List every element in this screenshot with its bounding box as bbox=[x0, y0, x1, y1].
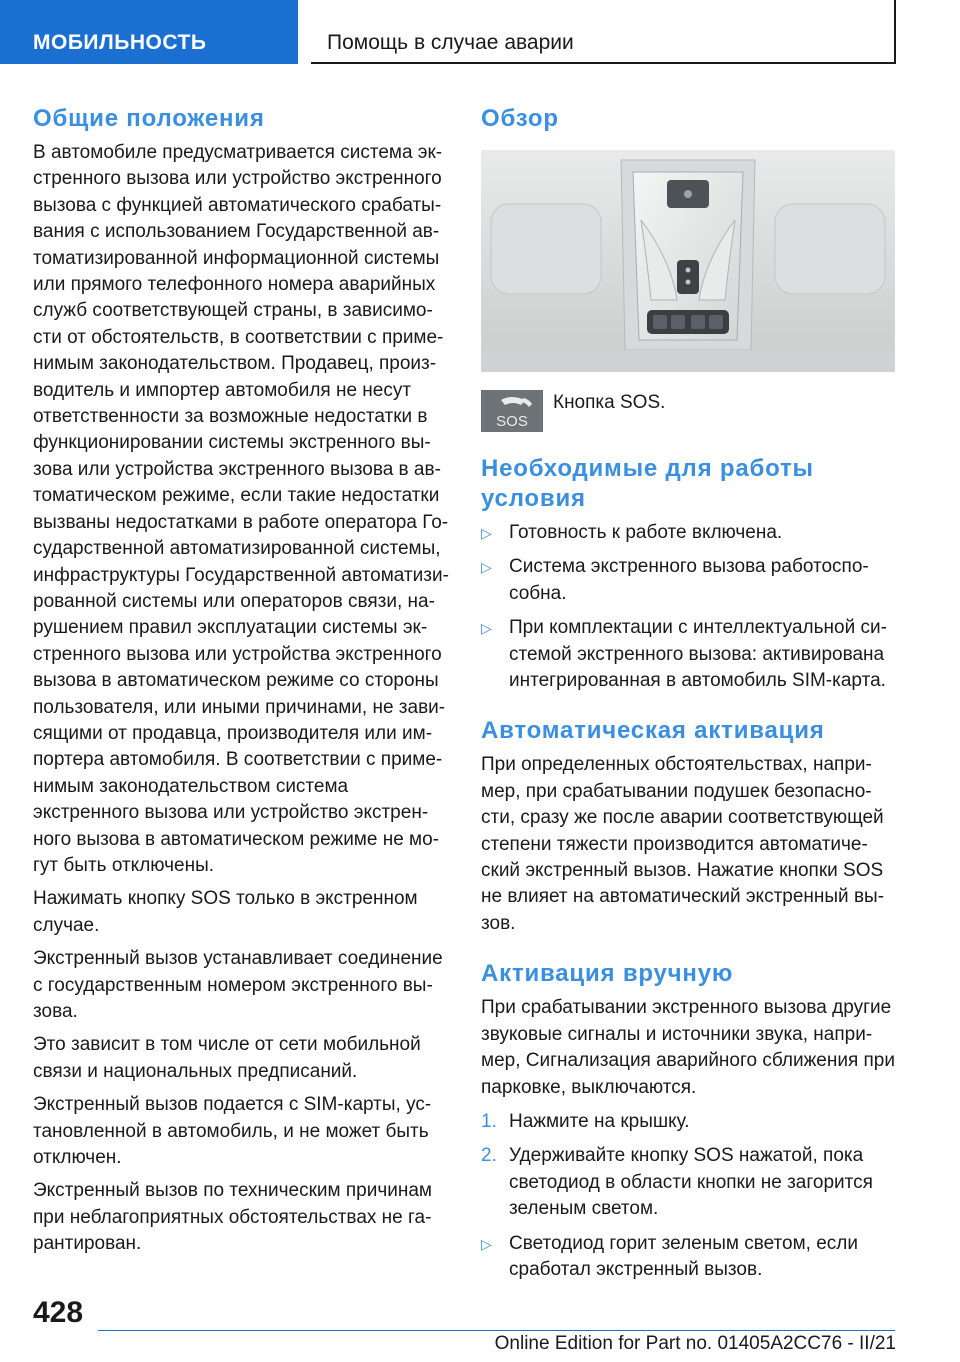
step-item bbox=[481, 1143, 897, 1222]
footer-divider bbox=[98, 1330, 895, 1331]
sos-caption: Кнопка SOS. bbox=[553, 392, 666, 413]
paragraph: В автомобиле предусматривается система эк-стренного вызова или устройство экстренного вызова с функцией автоматического срабаты-вания с использованием Государственной ав-томатизированной информационной системы или прямого телефонного номера аварийных служб соответствующей страны, в зависимо-сти от обстоятельств, в соответствии с приме-нимым законодательством. Продавец, произ-водитель и импортер автомобиля не несут ответственности за возможные недостатки в функционировании системы экстренного вы-зова или устройства экстренного вызова в ав-томатическом режиме, если такие недостатки вызваны недостатками в работе оператора Го-сударственной автоматизированной системы, инфраструктуры Государственной автоматизи-рованной системы или операторов связи, на-рушением правил эксплуатации системы эк-стренного вызова или устройства экстренного вызова в автоматическом режиме со стороны пользователя, или иными причинами, не зави-сящими от продавца, производителя или им-портера автомобиля. В соответствии с приме-нимым законодательством система экстренного вызова или устройство экстрен-ного вызова в автоматическом режиме не мо-гут быть отключены. bbox=[33, 142, 449, 876]
paragraph: Нажимать кнопку SOS только в экстренном случае. bbox=[33, 888, 418, 936]
step-item bbox=[481, 1109, 897, 1135]
requirements-heading: Необходимые для работы условия bbox=[481, 455, 814, 512]
step-number: 2. bbox=[481, 1145, 497, 1167]
paragraph: Экстренный вызов подается с SIM-карты, ус-тановленной в автомобиль, и не может быть отключен. bbox=[33, 1094, 432, 1169]
list-item-text: Готовность к работе включена. bbox=[509, 522, 783, 543]
roof-console-photo bbox=[481, 150, 895, 372]
list-item-text: При комплектации с интеллектуальной си-стемой экстренного вызова: активирована интегрированная в автомобиль SIM-карта. bbox=[509, 617, 887, 692]
manual-activation-heading: Активация вручную bbox=[481, 960, 734, 988]
step-number: 1. bbox=[481, 1110, 497, 1132]
paragraph: Это зависит в том числе от сети мобильной связи и национальных предписаний. bbox=[33, 1034, 421, 1082]
step-text: Нажмите на крышку. bbox=[509, 1110, 690, 1132]
page-number: 428 bbox=[33, 1296, 84, 1329]
sos-icon-label: SOS bbox=[496, 413, 528, 430]
topic-title: Помощь в случае аварии bbox=[311, 0, 896, 64]
bullet-triangle-icon: ▷ bbox=[481, 1235, 492, 1252]
auto-activation-text: При определенных обстоятельствах, напри-мер, при срабатывании подушек безопасно-сти, сразу же после аварии соответствующей степени тяжести производится автоматиче-ский экстренный вызов. Нажатие кнопки SOS не влияет на автоматический экстренный вы-зов. bbox=[481, 754, 885, 934]
step-text: Удерживайте кнопку SOS нажатой, пока светодиод в области кнопки не загорится зеленым светом. bbox=[509, 1145, 873, 1220]
list-item bbox=[481, 554, 897, 607]
sos-legend bbox=[481, 390, 897, 432]
right-column bbox=[481, 104, 897, 1291]
result-item bbox=[481, 1231, 897, 1284]
list-item-text: Система экстренного вызова работоспо-собна. bbox=[509, 556, 869, 604]
left-column bbox=[33, 104, 453, 1265]
paragraph: Экстренный вызов устанавливает соединение с государственным номером экстренного вы-зова. bbox=[33, 948, 443, 1022]
requirements-list bbox=[481, 520, 897, 694]
bullet-triangle-icon: ▷ bbox=[481, 559, 492, 576]
bullet-triangle-icon: ▷ bbox=[481, 525, 492, 541]
auto-activation-heading: Автоматическая активация bbox=[481, 717, 825, 745]
list-item bbox=[481, 520, 897, 546]
sos-phone-icon bbox=[481, 390, 543, 432]
paragraph: Экстренный вызов по техническим причинам при неблагоприятных обстоятельствах не га-рантирован. bbox=[33, 1180, 432, 1255]
general-heading: Общие положения bbox=[33, 105, 265, 132]
roof-console-illustration bbox=[481, 150, 895, 372]
section-tab: МОБИЛЬНОСТЬ bbox=[0, 0, 298, 64]
edition-label: Online Edition for Part no. 01405A2CC76 - II/21 bbox=[494, 1333, 896, 1354]
result-text: Светодиод горит зеленым светом, если сработал экстренный вызов. bbox=[509, 1232, 858, 1280]
steps-list bbox=[481, 1109, 897, 1283]
list-item bbox=[481, 615, 897, 694]
overview-heading: Обзор bbox=[481, 105, 559, 132]
manual-activation-text: При срабатывании экстренного вызова другие звуковые сигналы и источники звука, напри-мер, Сигнализация аварийного сближения при парковке, выключаются. bbox=[481, 997, 895, 1098]
bullet-triangle-icon: ▷ bbox=[481, 620, 492, 637]
